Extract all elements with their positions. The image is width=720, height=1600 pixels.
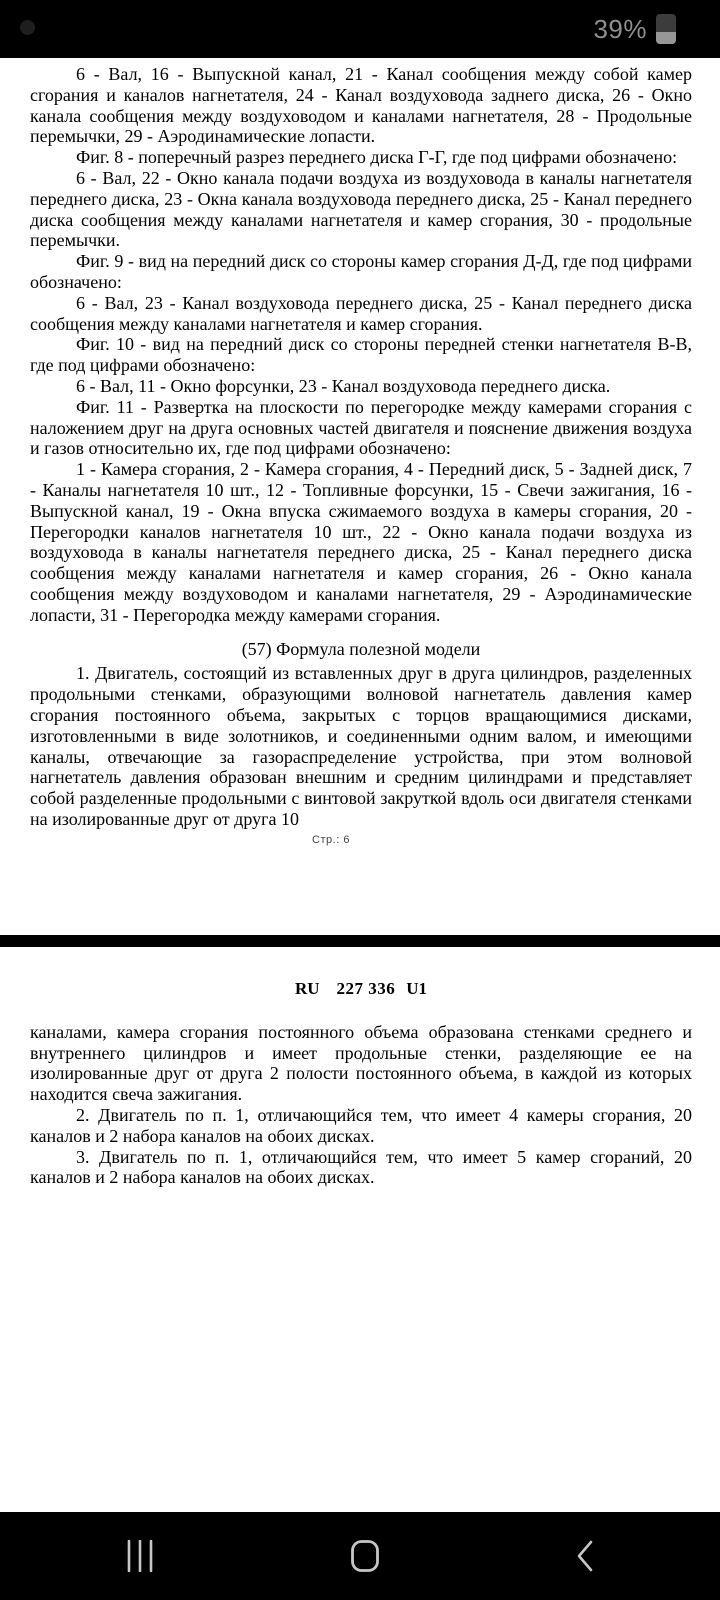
- battery-fill-level: [656, 32, 676, 44]
- page-number-footer: Стр.: 6: [312, 834, 350, 847]
- doc-paragraph-fig9: Фиг. 9 - вид на передний диск со стороны камер сгорания Д-Д, где под цифрами обозначено:: [30, 251, 692, 292]
- doc-paragraph-fig8: Фиг. 8 - поперечный разрез переднего диска Г-Г, где под цифрами обозначено:: [76, 147, 678, 168]
- doc-paragraph: 6 - Вал, 22 - Окно канала подачи воздуха из воздуховода в каналы нагнетателя переднего диска, 23 - Окна канала воздуховода переднего диска, 25 - Канал переднего диска сообщения между каналами нагнетателя и камер сгорания, 30 - продольные перемычки.: [30, 167, 692, 251]
- home-icon: [351, 1540, 379, 1572]
- doc-paragraph: 6 - Вал, 23 - Канал воздуховода переднего диска, 25 - Канал переднего диска сообщения между каналами нагнетателя и камер сгорания.: [30, 292, 692, 334]
- patent-number: 227 336: [336, 979, 396, 998]
- patent-country-code: RU: [294, 979, 320, 998]
- status-bar: [0, 0, 720, 58]
- back-icon: [576, 1540, 594, 1572]
- document-viewer[interactable]: [0, 58, 720, 1512]
- battery-percentage: 39%: [593, 14, 647, 44]
- doc-paragraph-fig10: Фиг. 10 - вид на передний диск со стороны передней стенки нагнетателя В-В, где под цифрами обозначено:: [30, 334, 692, 376]
- patent-page-6: [0, 58, 720, 935]
- claims-section-heading: (57) Формула полезной модели: [241, 638, 481, 659]
- claim-1-continuation-paragraph: каналами, камера сгорания постоянного объема образована стенками среднего и внутреннего цилиндров и имеет продольные стенки, разделяющие ее на изолированные друг от друга 2 полости постоянного объема, в каждой из которых находится свеча зажигания.: [30, 1021, 692, 1105]
- home-button[interactable]: [343, 1532, 387, 1580]
- back-button[interactable]: [568, 1532, 602, 1580]
- doc-paragraph: 6 - Вал, 16 - Выпускной канал, 21 - Канал сообщения между собой камер сгорания и каналов нагнетателя, 24 - Канал воздуховода заднего диска, 26 - Окно канала сообщения между воздуховодом и каналами нагнетателя, 28 - Продольные перемычки, 29 - Аэродинамические лопасти.: [30, 64, 692, 147]
- doc-paragraph: 6 - Вал, 11 - Окно форсунки, 23 - Канал воздуховода переднего диска.: [76, 375, 611, 396]
- patent-publication-header: [30, 979, 692, 1000]
- recents-icon: [126, 1540, 154, 1572]
- status-indicators: [593, 0, 676, 58]
- navigation-bar: [0, 1512, 720, 1600]
- battery-icon: [656, 14, 676, 44]
- claim-2-paragraph: 2. Двигатель по п. 1, отличающийся тем, что имеет 4 камеры сгорания, 20 каналов и 2 набора каналов на обоих дисках.: [30, 1104, 692, 1146]
- recents-button[interactable]: [118, 1532, 162, 1580]
- patent-kind-code: U1: [406, 979, 428, 998]
- patent-page-7: [0, 947, 720, 1512]
- page-divider: [0, 935, 720, 947]
- claim-1-paragraph: 1. Двигатель, состоящий из вставленных друг в друга цилиндров, разделенных продольными стенками, образующими волновой нагнетатель давления камер сгорания постоянного объема, закрытых с торцов вращающимися дисками, изготовленными в виде золотников, и соединенными одним валом, и имеющими каналы, отвечающие за газораспределение устройства, при этом волновой нагнетатель давления образован внешним и средним цилиндрами и представляет собой разделенные продольными с винтовой закруткой вдоль оси двигателя стенками на изолированные друг от друга 10: [30, 663, 692, 829]
- doc-paragraph-fig11: Фиг. 11 - Развертка на плоскости по перегородке между камерами сгорания с наложением друг на друга основных частей двигателя и пояснение движения воздуха и газов относительно их, где под цифрами обозначено:: [30, 396, 692, 459]
- claim-3-paragraph: 3. Двигатель по п. 1, отличающийся тем, что имеет 5 камер сгораний, 20 каналов и 2 набора каналов на обоих дисках.: [30, 1146, 692, 1188]
- doc-paragraph: 1 - Камера сгорания, 2 - Камера сгорания, 4 - Передний диск, 5 - Задней диск, 7 - Каналы нагнетателя 10 шт., 12 - Топливные форсунки, 15 - Свечи зажигания, 16 - Выпускной канал, 19 - Окна впуска сжимаемого воздуха в камеры сгорания, 20 - Перегородки каналов нагнетателя 10 шт., 22 - Окно канала подачи воздуха из воздуховода в каналы нагнетателя переднего диска, 25 - Канал переднего диска сообщения между каналами нагнетателя и камер сгорания, 26 - Окно канала сообщения между воздуховодом и каналами нагнетателя, 29 - Аэродинамические лопасти, 31 - Перегородка между камерами сгорания.: [30, 459, 692, 625]
- camera-hole: [20, 20, 35, 35]
